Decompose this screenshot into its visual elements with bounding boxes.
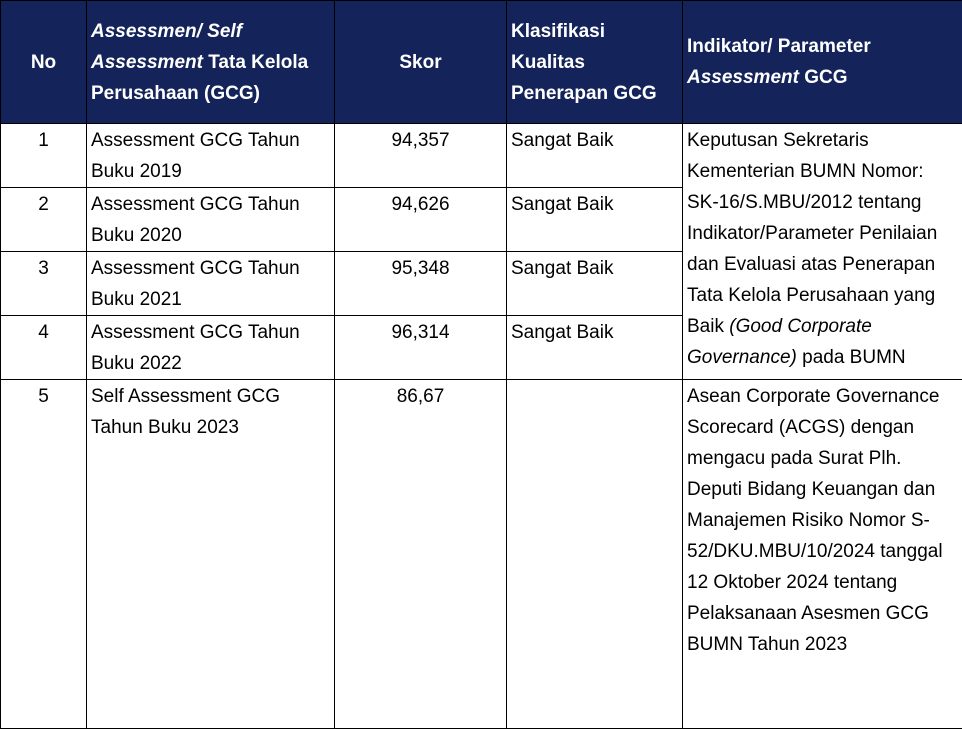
row-klasifikasi: Sangat Baik	[507, 316, 683, 380]
row-skor: 86,67	[335, 380, 507, 729]
row-klasifikasi: Sangat Baik	[507, 188, 683, 252]
row-no: 2	[1, 188, 87, 252]
row-klasifikasi	[507, 380, 683, 729]
indikator-text-italic: (Good Corporate Governance)	[687, 316, 872, 368]
row-skor: 95,348	[335, 252, 507, 316]
row-assessment: Assessment GCG Tahun Buku 2020	[87, 188, 335, 252]
header-assessment-italic: Assessmen/ Self Assessment	[91, 21, 242, 73]
row-klasifikasi: Sangat Baik	[507, 252, 683, 316]
indikator-text-part1: Keputusan Sekretaris Kementerian BUMN Nomor: SK-16/S.MBU/2012 tentang Indikator/Parameter Penilaian dan Evaluasi atas Penerapan Tata Kelola Perusahaan yang Baik	[687, 130, 937, 337]
row-klasifikasi: Sangat Baik	[507, 124, 683, 188]
row-no: 4	[1, 316, 87, 380]
header-indikator-italic: Assessment	[687, 67, 799, 88]
row-no: 3	[1, 252, 87, 316]
row-assessment: Self Assessment GCG Tahun Buku 2023	[87, 380, 335, 729]
row-no: 1	[1, 124, 87, 188]
header-assessment-rest: Tata Kelola Perusahaan (GCG)	[91, 52, 308, 104]
row-assessment: Assessment GCG Tahun Buku 2019	[87, 124, 335, 188]
header-indikator-part1: Indikator/ Parameter	[687, 36, 871, 57]
table-row	[1, 380, 962, 729]
header-no: No	[1, 1, 87, 124]
header-skor: Skor	[335, 1, 507, 124]
row-skor: 96,314	[335, 316, 507, 380]
indikator-text-part3: pada BUMN	[797, 347, 906, 368]
row-indikator: Asean Corporate Governance Scorecard (ACGS) dengan mengacu pada Surat Plh. Deputi Bidang Keuangan dan Manajemen Risiko Nomor S-52/DKU.MBU/10/2024 tanggal 12 Oktober 2024 tentang Pelaksanaan Asesmen GCG BUMN Tahun 2023	[683, 380, 962, 729]
row-indikator-merged	[683, 124, 962, 380]
row-no: 5	[1, 380, 87, 729]
table-row	[1, 124, 962, 188]
row-assessment: Assessment GCG Tahun Buku 2022	[87, 316, 335, 380]
header-klasifikasi: Klasifikasi Kualitas Penerapan GCG	[507, 1, 683, 124]
row-skor: 94,626	[335, 188, 507, 252]
header-indikator-part3: GCG	[799, 67, 848, 88]
row-skor: 94,357	[335, 124, 507, 188]
table-header-row	[1, 1, 962, 124]
header-assessment	[87, 1, 335, 124]
header-indikator	[683, 1, 962, 124]
row-assessment: Assessment GCG Tahun Buku 2021	[87, 252, 335, 316]
